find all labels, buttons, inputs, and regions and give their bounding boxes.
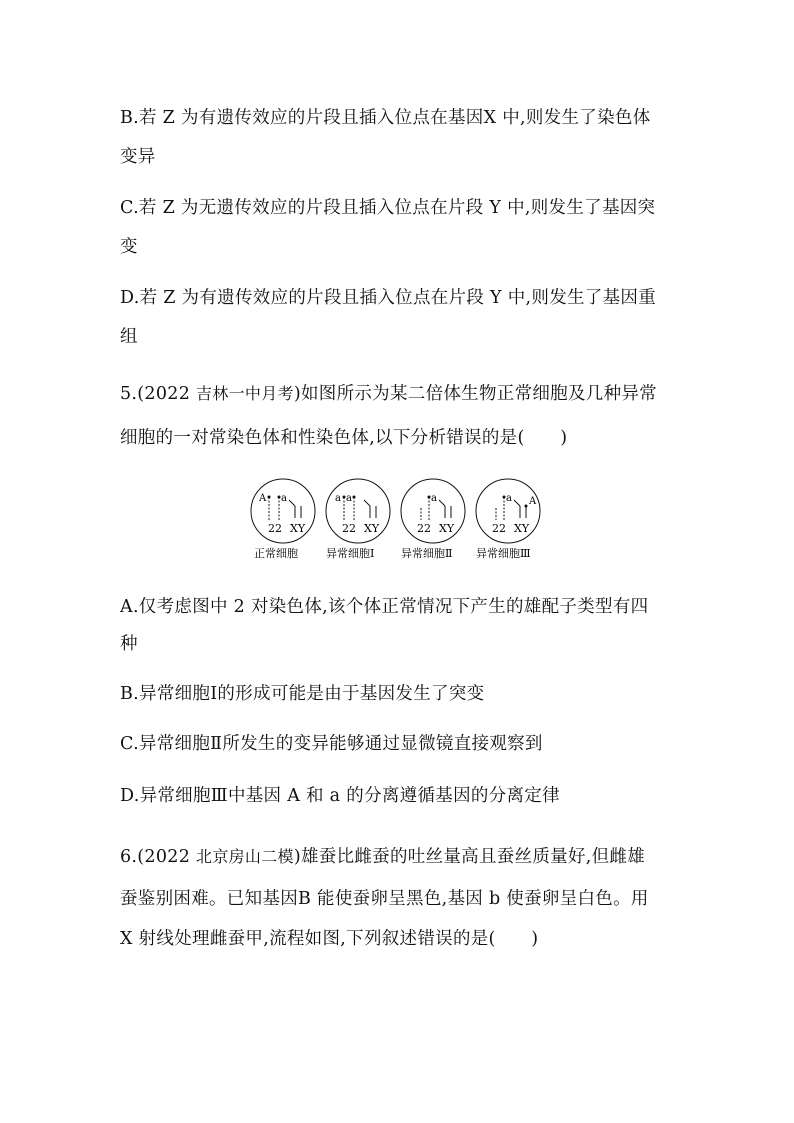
cell-normal-autosome-label: 22	[268, 522, 282, 535]
cell-abnormal-2-sex-label: XY	[439, 522, 455, 535]
q5-option-c: C.异常细胞Ⅱ所发生的变异能够通过显微镜直接观察到	[120, 734, 543, 754]
q5-stem-line1-rest: )如图所示为某二倍体生物正常细胞及几种异常	[293, 384, 657, 404]
cell-abnormal-1-autosome-label: 22	[342, 522, 356, 535]
cell-abnormal-2-autosome-label: 22	[417, 522, 431, 535]
cell-abnormal-1-caption: 异常细胞Ⅰ	[326, 547, 375, 560]
cell-abnormal-1-sex-label: XY	[364, 522, 380, 535]
cell-abnormal-3-gene-mid: a	[506, 493, 512, 504]
q6-stem-line3: X 射线处理雌蚕甲,流程如图,下列叙述错误的是( )	[120, 929, 539, 949]
q4-option-b-line1: B.若 Z 为有遗传效应的片段且插入位点在基因X 中,则发生了染色体	[120, 108, 651, 128]
cell-abnormal-3-caption: 异常细胞Ⅲ	[476, 547, 531, 560]
q6-stem-line1-rest: )雄蚕比雌蚕的吐丝量高且蚕丝质量好,但雌雄	[293, 847, 646, 867]
q5-number: 5.(2022	[120, 384, 197, 404]
q4-option-c-line2: 变	[120, 237, 138, 257]
q4-option-d-line2: 组	[120, 327, 138, 347]
q4-option-d-line1: D.若 Z 为有遗传效应的片段且插入位点在片段 Y 中,则发生了基因重	[120, 288, 656, 308]
q5-option-b: B.异常细胞Ⅰ的形成可能是由于基因发生了突变	[120, 684, 485, 704]
q6-stem-line1	[120, 843, 645, 868]
cell-normal-gene-left: A	[259, 493, 267, 504]
q4-option-c-line1: C.若 Z 为无遗传效应的片段且插入位点在片段 Y 中,则发生了基因突	[120, 198, 656, 218]
cell-normal	[251, 479, 315, 560]
q6-stem-line2: 蚕鉴别困难。已知基因B 能使蚕卵呈黑色,基因 b 使蚕卵呈白色。用	[120, 889, 649, 909]
cell-abnormal-1-gene-left: a	[335, 493, 341, 504]
cell-abnormal-3-autosome-label: 22	[492, 522, 506, 535]
cell-abnormal-2-gene-mid: a	[431, 493, 437, 504]
chromosome-cells-figure	[248, 476, 558, 566]
cell-abnormal-1-gene-mid: a	[346, 493, 352, 504]
q5-source: 吉林一中月考	[196, 384, 294, 403]
cell-abnormal-3-sex-label: XY	[514, 522, 530, 535]
cell-abnormal-3	[476, 479, 540, 560]
q5-stem-line2: 细胞的一对常染色体和性染色体,以下分析错误的是( )	[120, 428, 568, 448]
cell-normal-sex-label: XY	[290, 522, 306, 535]
q5-option-a-line2: 种	[120, 634, 138, 654]
cell-abnormal-3-gene-right: A	[529, 496, 537, 507]
cell-abnormal-1	[326, 479, 390, 560]
q4-option-b-line2: 变异	[120, 147, 156, 167]
q5-option-a-line1: A.仅考虑图中 2 对染色体,该个体正常情况下产生的雄配子类型有四	[120, 597, 649, 617]
cell-abnormal-2-caption: 异常细胞Ⅱ	[401, 547, 453, 560]
q5-option-d: D.异常细胞Ⅲ中基因 A 和 a 的分离遵循基因的分离定律	[120, 786, 560, 806]
cell-normal-gene-mid: a	[281, 493, 287, 504]
q6-source: 北京房山二模	[196, 847, 294, 866]
q6-number: 6.(2022	[120, 847, 197, 867]
cell-abnormal-2	[401, 479, 465, 560]
q5-stem-line1	[120, 380, 657, 405]
cell-normal-caption: 正常细胞	[254, 547, 298, 560]
